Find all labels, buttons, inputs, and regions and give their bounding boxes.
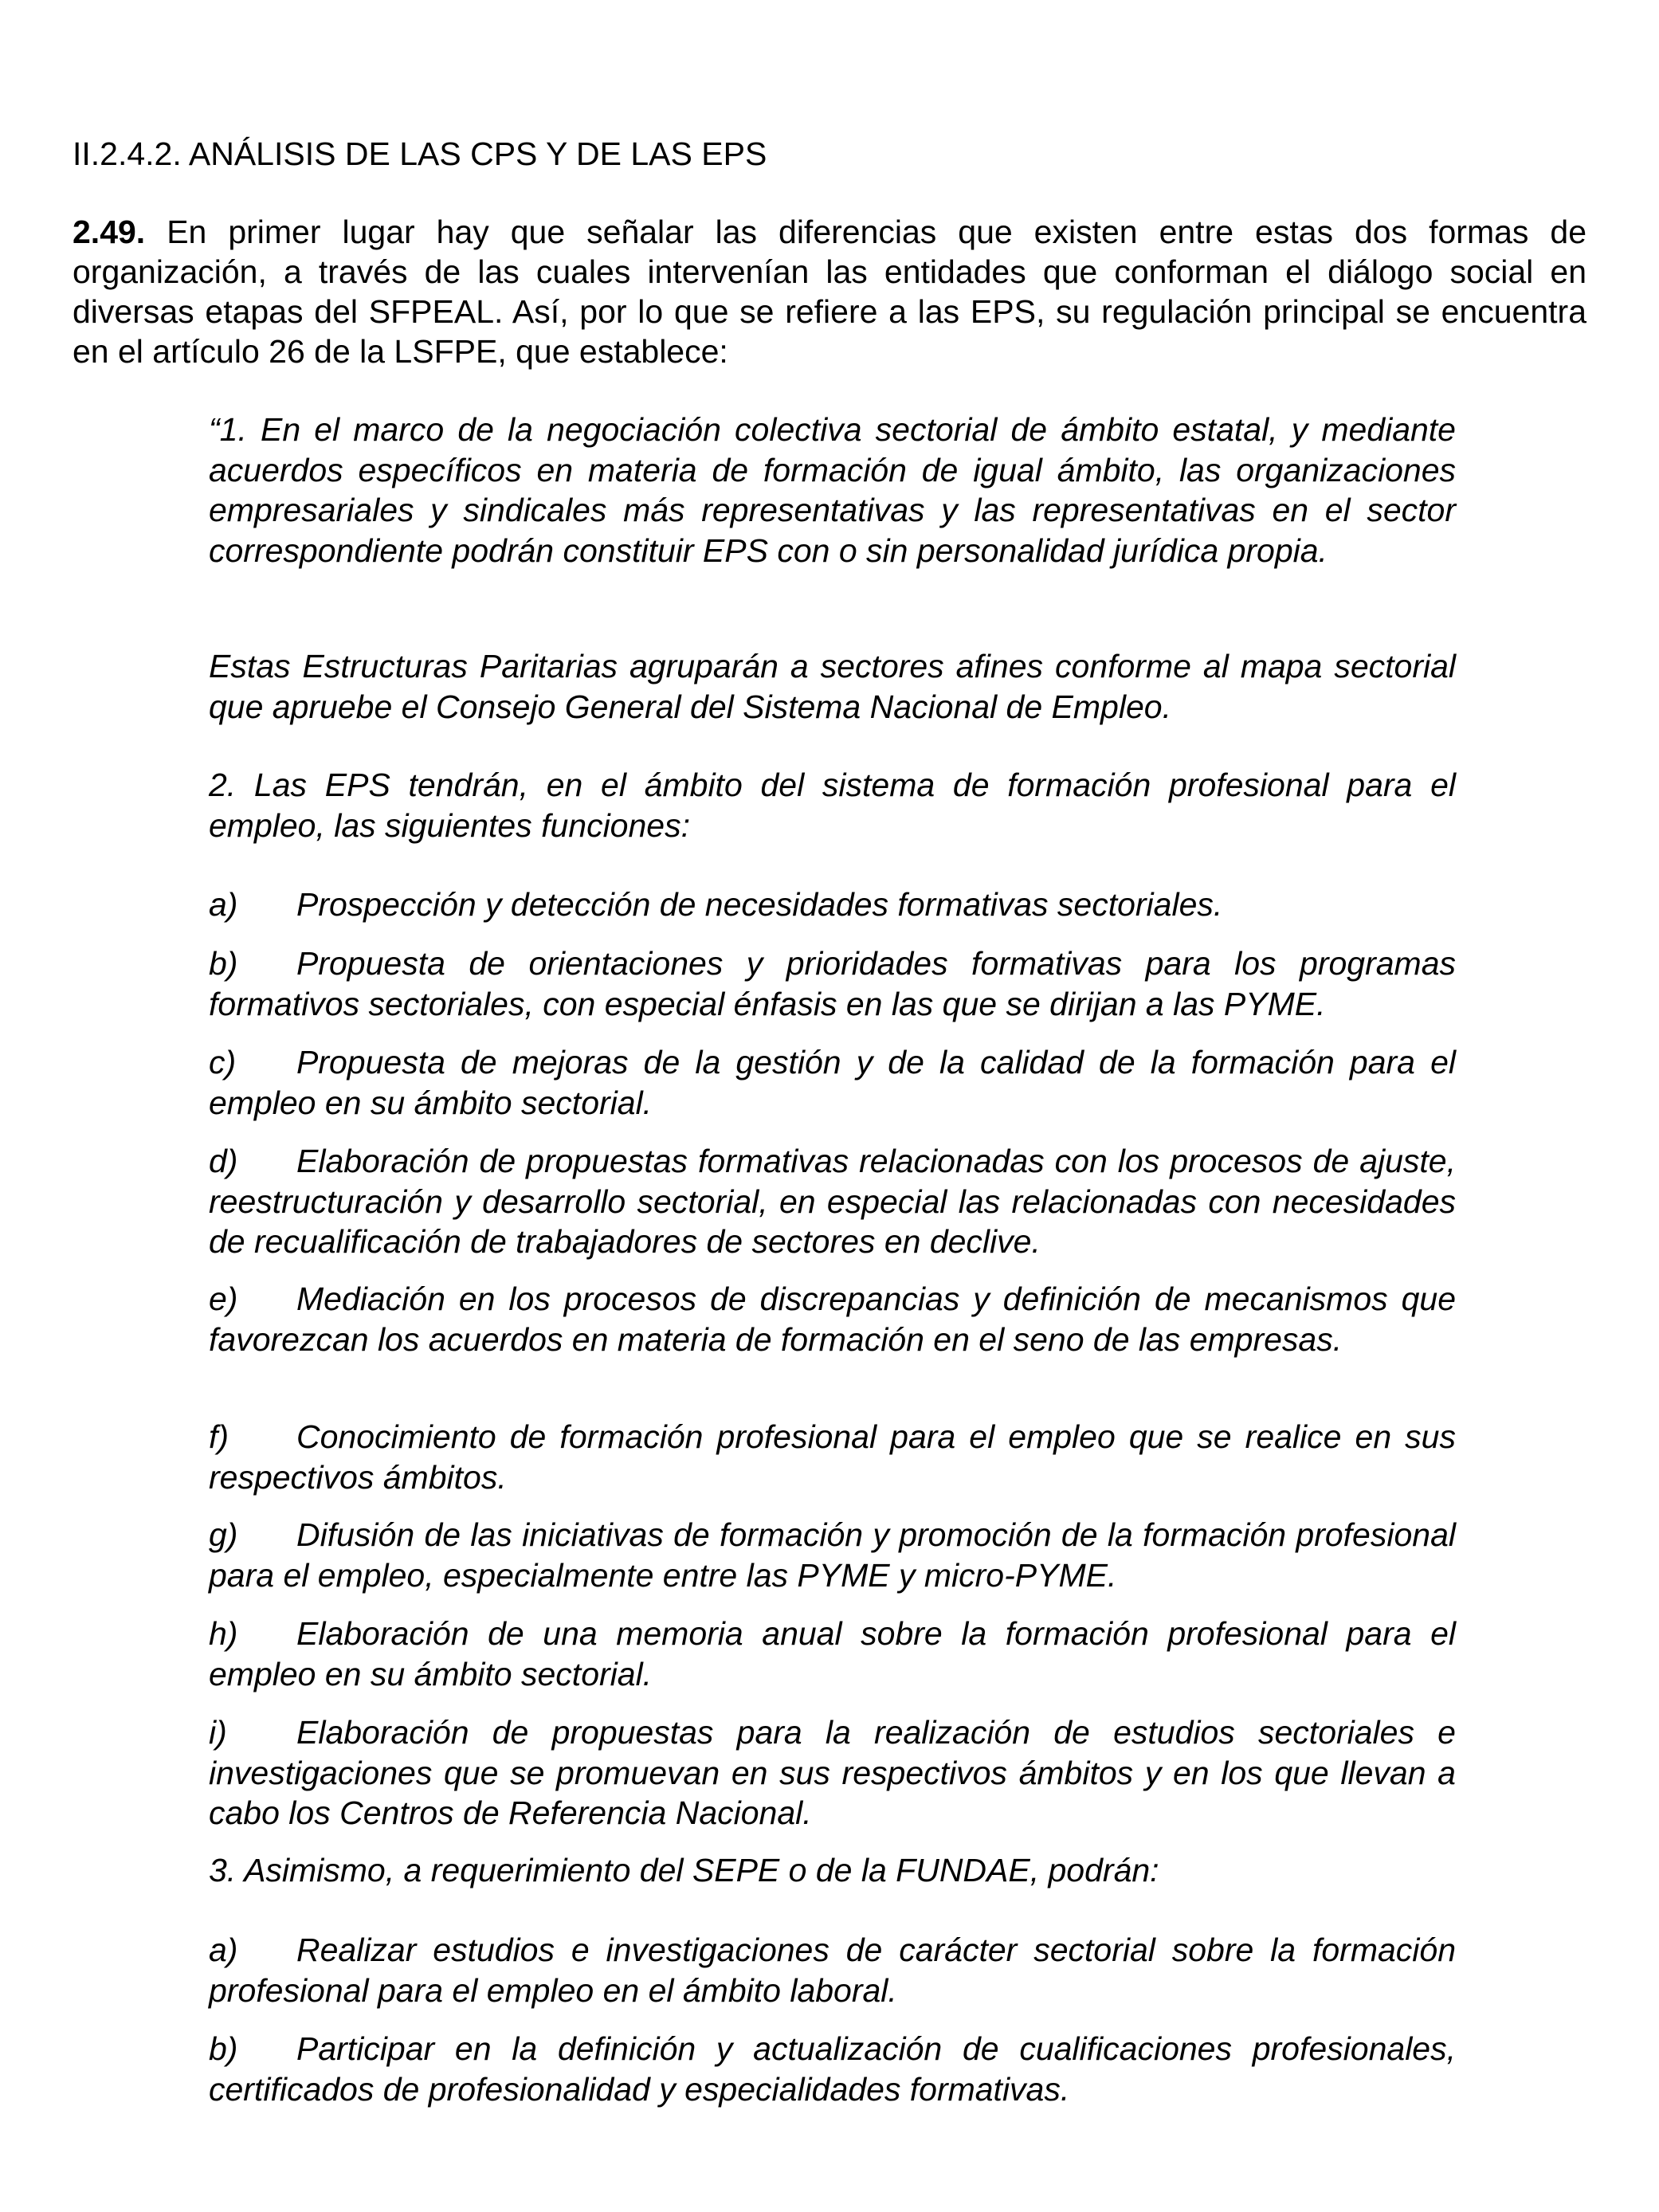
intro-paragraph [73,212,1586,371]
quote-paragraph-4: 3. Asimismo, a requerimiento del SEPE o de la FUNDAE, podrán: [209,1852,1159,1888]
function-item-b [209,943,1456,1024]
item-text: Conocimiento de formación profesional para el empleo que se realice en sus respectivos ámbitos. [209,1418,1456,1496]
quote-paragraph-3: 2. Las EPS tendrán, en el ámbito del sistema de formación profesional para el empleo, las siguientes funciones: [209,767,1456,844]
item-letter: g) [209,1516,238,1553]
item-letter: h) [209,1615,238,1652]
item-text: Propuesta de mejoras de la gestión y de la calidad de la formación para el empleo en su ámbito sectorial. [209,1044,1456,1121]
item-letter: b) [209,945,238,982]
function-item-c [209,1042,1456,1123]
item-letter: d) [209,1143,238,1179]
item-text: Realizar estudios e investigaciones de carácter sectorial sobre la formación profesional para el empleo en el ámbito laboral. [209,1932,1456,2009]
function-item-i [209,1712,1456,1834]
function-item-g [209,1515,1456,1595]
quote-paragraph-1: “1. En el marco de la negociación colectiva sectorial de ámbito estatal, y mediante acuerdos específicos en materia de formación de igual ámbito, las organizaciones empresariales y sindicales más representativas y las representativas en el sector correspondiente podrán constituir EPS con o sin personalidad jurídica propia. [209,411,1456,569]
function-item-e [209,1279,1456,1359]
item-letter: c) [209,1044,237,1081]
item-letter: f) [209,1418,229,1455]
item-letter: b) [209,2030,238,2067]
request-item-a [209,1930,1456,2010]
function-item-d [209,1141,1456,1262]
item-text: Prospección y detección de necesidades formativas sectoriales. [296,886,1223,923]
item-letter: e) [209,1281,238,1317]
request-item-b [209,2029,1456,2109]
function-item-f [209,1417,1456,1497]
item-text: Elaboración de propuestas para la realización de estudios sectoriales e investigaciones que se promuevan en sus respectivos ámbitos y en los que llevan a cabo los Centros de Referencia Nacional. [209,1714,1456,1831]
quote-paragraph-2: Estas Estructuras Paritarias agruparán a sectores afines conforme al mapa sectorial que apruebe el Consejo General del Sistema Nacional de Empleo. [209,648,1456,725]
item-text: Difusión de las iniciativas de formación y promoción de la formación profesional para el empleo, especialmente entre las PYME y micro-PYME. [209,1516,1456,1594]
item-text: Elaboración de una memoria anual sobre la formación profesional para el empleo en su ámbito sectorial. [209,1615,1456,1692]
intro-text: En primer lugar hay que señalar las diferencias que existen entre estas dos formas de organización, a través de las cuales intervenían las entidades que conforman el diálogo social en diversas etapas del SFPEAL. Así, por lo que se refiere a las EPS, su regulación principal se encuentra en el artículo 26 de la LSFPE, que establece: [73,214,1586,370]
paragraph-number: 2.49. [73,214,146,250]
item-text: Propuesta de orientaciones y prioridades formativas para los programas formativos sectoriales, con especial énfasis en las que se dirijan a las PYME. [209,945,1456,1022]
item-letter: a) [209,1932,238,1968]
item-letter: a) [209,886,238,923]
function-item-h [209,1614,1456,1694]
item-text: Mediación en los procesos de discrepancias y definición de mecanismos que favorezcan los acuerdos en materia de formación en el seno de las empresas. [209,1281,1456,1358]
item-text: Participar en la definición y actualización de cualificaciones profesionales, certificados de profesionalidad y especialidades formativas. [209,2030,1456,2108]
function-item-a [209,884,1456,925]
section-heading: II.2.4.2. ANÁLISIS DE LAS CPS Y DE LAS EPS [73,135,767,172]
item-text: Elaboración de propuestas formativas relacionadas con los procesos de ajuste, reestructuración y desarrollo sectorial, en especial las relacionadas con necesidades de recualificación de trabajadores de sectores en declive. [209,1143,1456,1260]
item-letter: i) [209,1714,227,1751]
